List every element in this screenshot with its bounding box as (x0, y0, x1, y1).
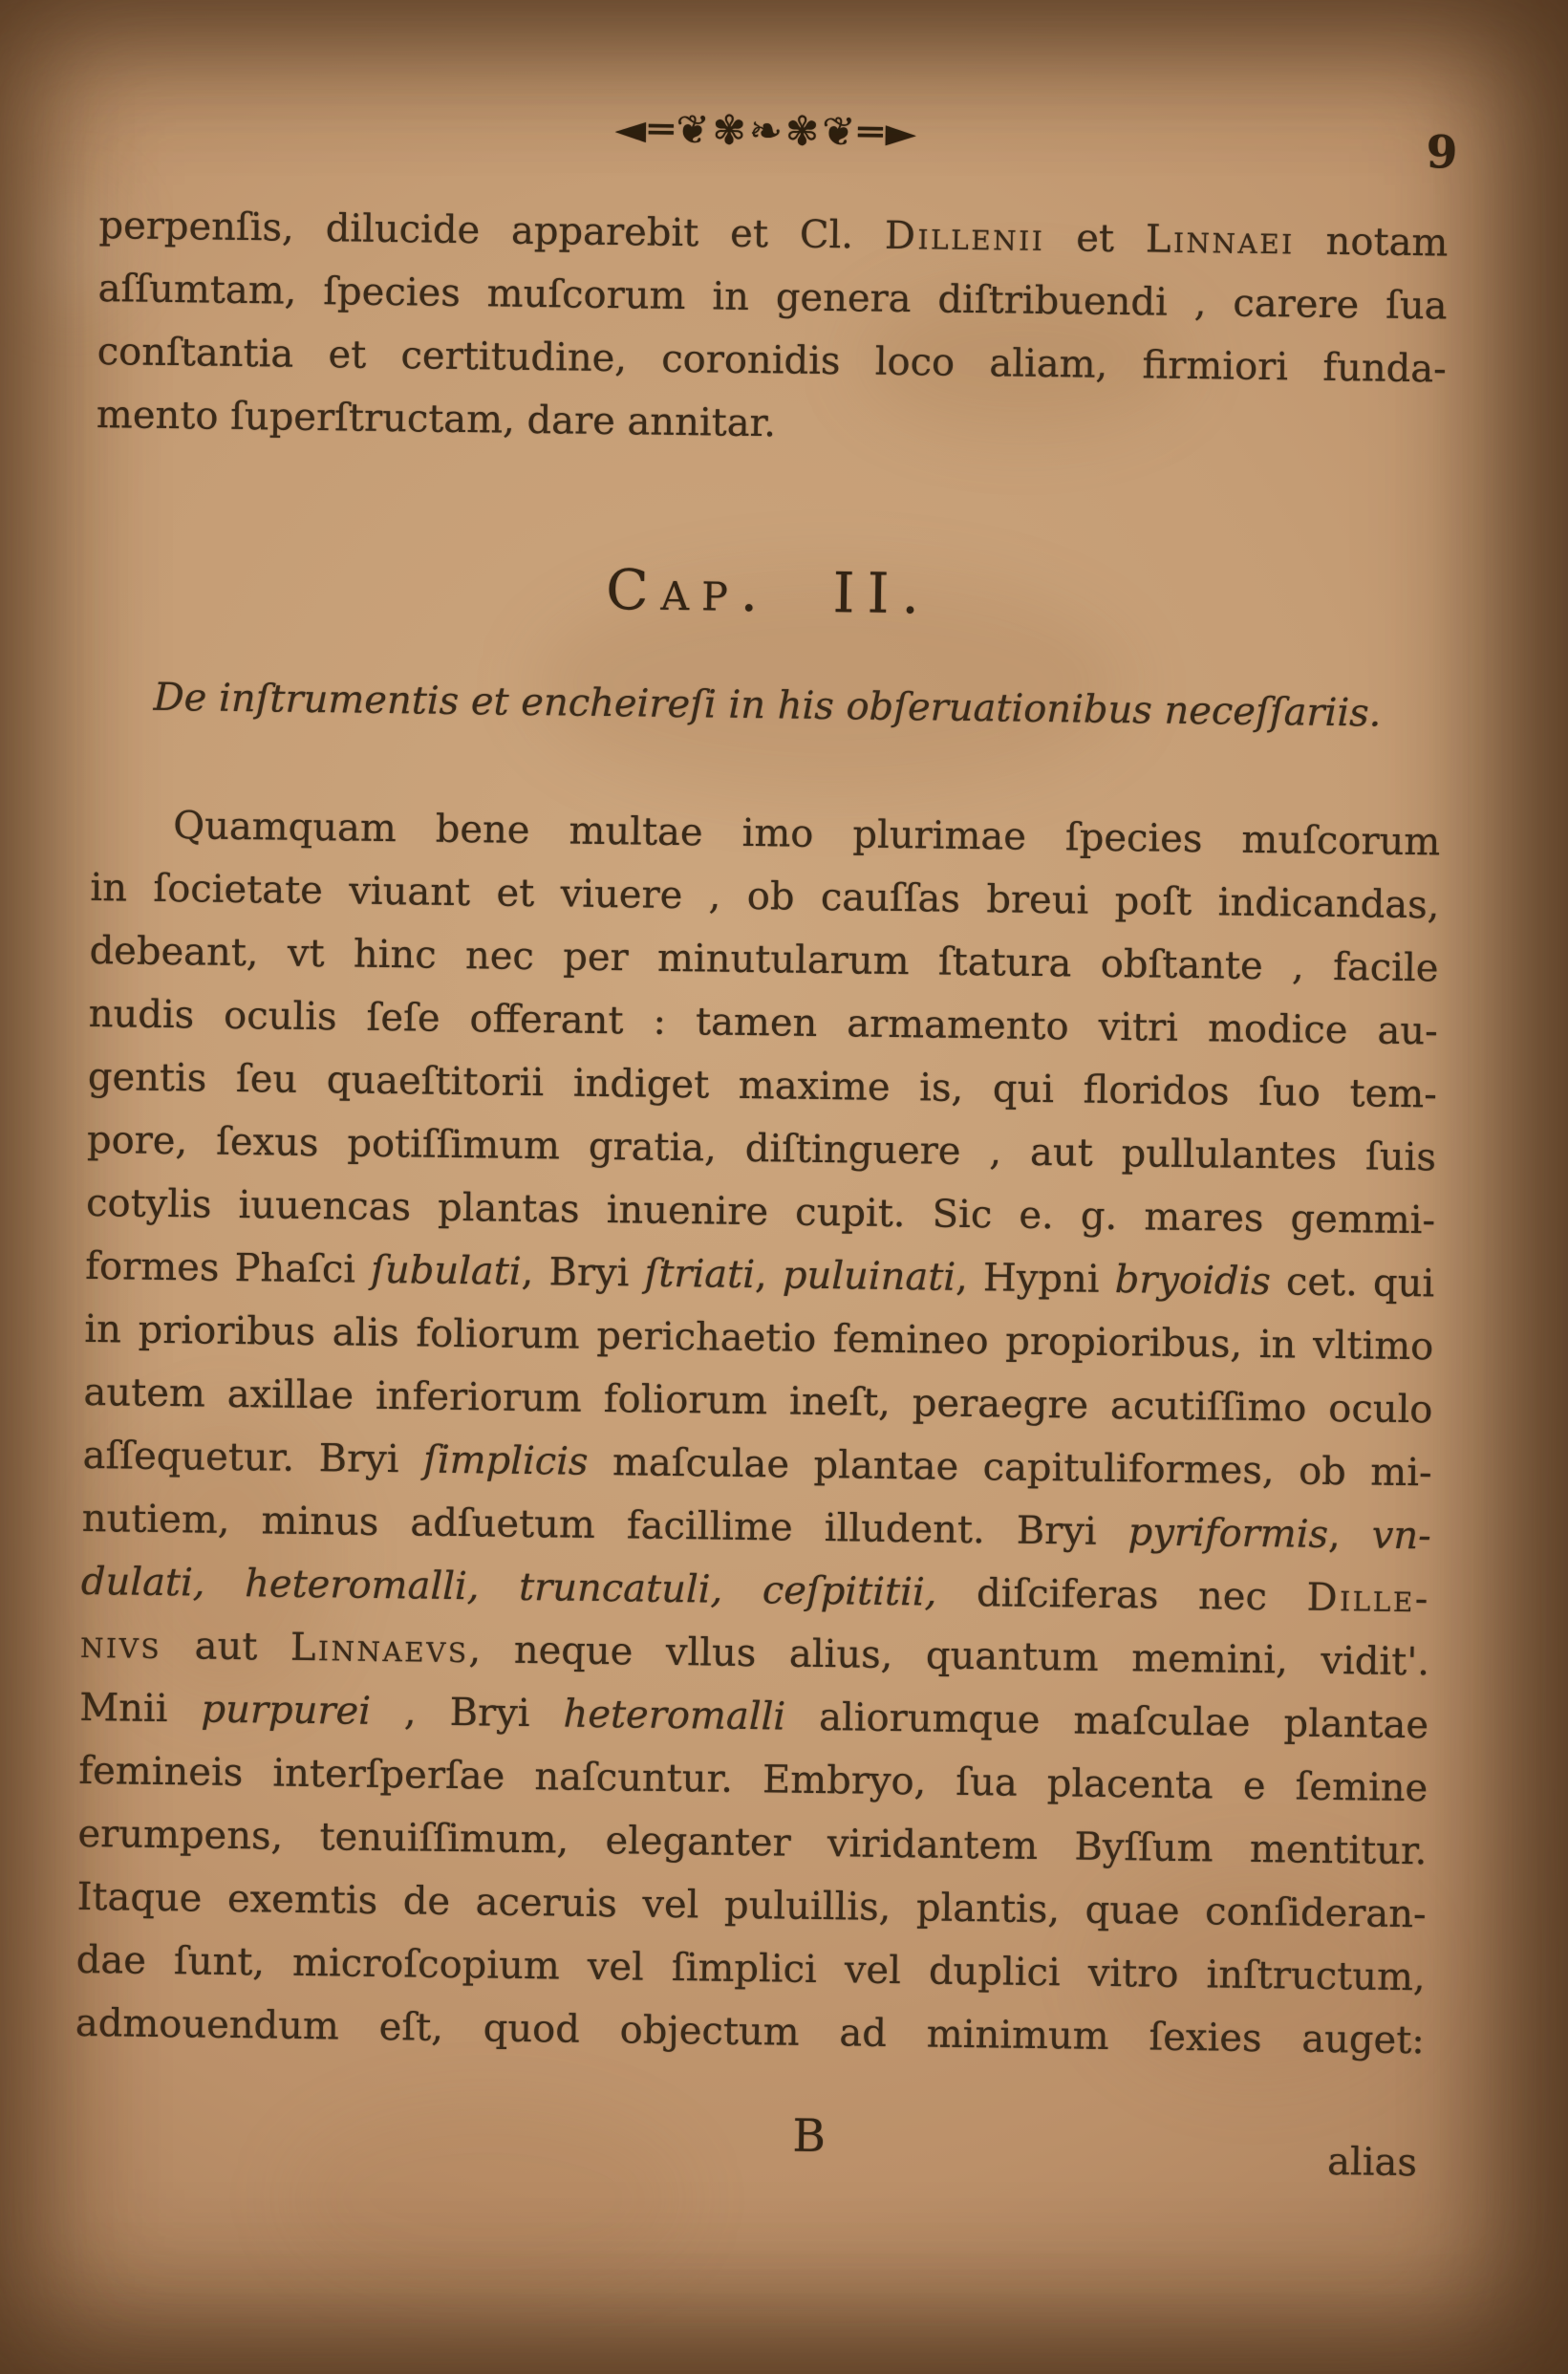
smallcaps-name-run: Dillenii (884, 213, 1045, 260)
text-run: aſſumtam, ſpecies muſcorum in genera diſtribuendi , carere ſua (97, 266, 1448, 329)
catchword: alias (1326, 2139, 1418, 2186)
text-run: femineis interſperſae naſcuntur. Embryo, ſua placenta e ſemine (78, 1748, 1428, 1811)
italic-run: dulati, heteromalli, truncatuli, ceſpititii, (80, 1559, 937, 1615)
chapter-heading-text: Cap. II. (605, 556, 933, 627)
text-run: nudis oculis ſeſe offerant : tamen armamento vitri modice au- (88, 991, 1438, 1054)
text-run: perpenſis, dilucide apparebit et Cl. (98, 203, 886, 258)
smallcaps-name-run: Dille- (1306, 1575, 1431, 1622)
section-title: De inſtrumentis et encheireſi in his obſeruationibus neceſſariis. (153, 675, 1382, 736)
smallcaps-name-run: Linnaei (1145, 217, 1296, 264)
italic-run: purpurei (201, 1687, 372, 1734)
text-run: , Hypni (955, 1255, 1116, 1303)
text-run: erumpens, tenuiſſimum, eleganter viridantem Byſſum mentitur. (77, 1811, 1428, 1874)
italic-run: puluinati (782, 1253, 956, 1300)
text-run: maſculae plantae capituliformes, ob mi- (588, 1439, 1432, 1496)
text-run: et (1044, 215, 1147, 262)
text-run: diſciferas nec (936, 1570, 1307, 1620)
text-run: formes Phaſci (84, 1243, 372, 1292)
text-run: mento ſuperſtructam, dare annitar. (96, 392, 777, 446)
text-run: , Bryi (521, 1249, 645, 1296)
text-run: aliorumque maſculae plantae (784, 1694, 1429, 1748)
intro-paragraph (97, 194, 1449, 464)
text-run: autem axillae inferiorum foliorum ineſt, peraegre acutiſſimo oculo (83, 1370, 1433, 1433)
text-run: gentis ſeu quaeſtitorii indiget maxime is, qui floridos ſuo tem- (87, 1054, 1438, 1117)
italic-run: vn- (1371, 1513, 1432, 1559)
text-run: Mnii (78, 1685, 202, 1732)
chapter-heading (94, 549, 1444, 635)
text-run: nutiem, minus adſuetum facillime illudent. Bryi (81, 1496, 1129, 1555)
italic-run: ſubulati (370, 1247, 522, 1294)
italic-run: ſtriati (644, 1251, 756, 1298)
text-run: , (754, 1253, 784, 1298)
text-run: cotylis iuuencas plantas inuenire cupit. Sic e. g. mares gemmi- (85, 1180, 1436, 1243)
text-run: cet. qui (1270, 1260, 1435, 1306)
text-run: dae ſunt, microſcopium vel ſimplici vel duplici vitro inſtructum, (75, 1937, 1426, 2000)
text-run: notam (1294, 219, 1449, 266)
text-run: in prioribus alis foliorum perichaetio femineo propioribus, in vltimo (84, 1306, 1434, 1370)
text-run: , neque vllus alius, quantum memini, vidit'. (468, 1628, 1430, 1685)
text-run: , (1327, 1512, 1373, 1558)
text-run: Itaque exemtis de aceruis vel puluillis, plantis, quae conſideran- (76, 1874, 1427, 1937)
text-run: conſtantia et certitudine, coronidis loco aliam, firmiori funda- (97, 329, 1447, 392)
text-run: pore, ſexus potiſſimum gratia, diſtinguere , aut pullulantes ſuis (86, 1117, 1437, 1180)
smallcaps-name-run: nivs (79, 1622, 162, 1668)
italic-run: heteromalli (563, 1692, 786, 1739)
text-run: , Bryi (370, 1689, 564, 1737)
body-paragraph (75, 793, 1440, 2072)
italic-run: bryoidis (1114, 1258, 1272, 1305)
printer-ornament-divider: ◄═❦✾❧✾❦═► (614, 105, 920, 157)
text-run: aut (161, 1623, 291, 1670)
text-run: in ſocietate viuant et viuere , ob cauſſas breui poſt indicandas, (90, 865, 1440, 928)
page-number: 9 (1426, 126, 1458, 180)
text-run: Quamquam bene multae imo plurimae ſpecies muſcorum (173, 804, 1441, 865)
italic-run: pyriformis (1128, 1510, 1329, 1557)
signature-mark: B (792, 2109, 827, 2164)
italic-run: ſimplicis (422, 1437, 589, 1484)
text-run: aſſequetur. Bryi (82, 1433, 424, 1482)
smallcaps-name-run: Linnaevs (290, 1625, 469, 1673)
text-run: debeant, vt hinc nec per minutularum ſtatura obſtante , facile (89, 928, 1439, 991)
text-run: admouendum eſt, quod objectum ad minimum ſexies auget: (75, 2000, 1426, 2063)
